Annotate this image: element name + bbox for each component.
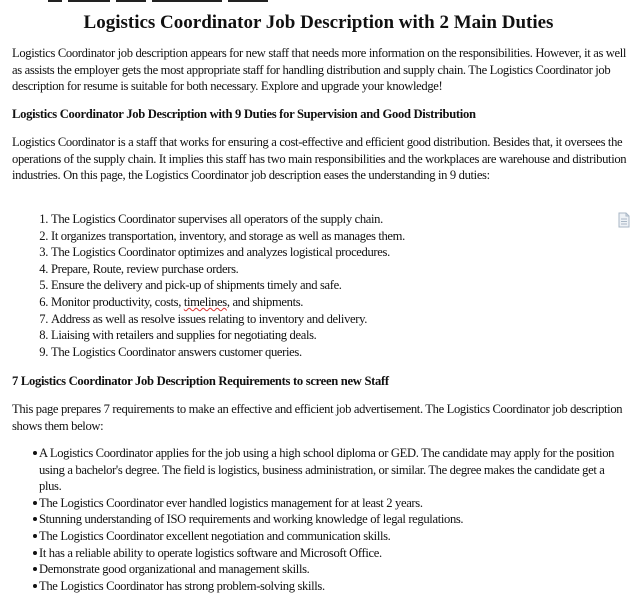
list-item: Demonstrate good organizational and management skills. <box>0 561 625 578</box>
document-icon[interactable] <box>618 212 630 228</box>
intro-paragraph: Logistics Coordinator job description appears for new staff that needs more information on the responsibilities. However, it as well as assists the employer gets the most appropriate staff for handling distribution and supply chain. The Logistics Coordinator job description for resume is suitable for both necessary. Explore and upgrade your knowledge! <box>12 46 627 94</box>
list-item: 4. Prepare, Route, review purchase orders. <box>39 261 239 276</box>
spellcheck-underline: timelines <box>183 294 227 309</box>
list-item: Stunning understanding of ISO requirements and working knowledge of legal regulations. <box>0 511 625 528</box>
list-item: It has a reliable ability to operate logistics software and Microsoft Office. <box>0 545 625 562</box>
section-heading-requirements: 7 Logistics Coordinator Job Description Requirements to screen new Staff <box>12 374 389 388</box>
list-item: A Logistics Coordinator applies for the job using a high school diploma or GED. The candidate may apply for the position using a bachelor's degree. The field is logistics, business administration, or similar. The degree makes the candidate get a plus. <box>0 445 625 495</box>
bullet-icon <box>33 451 37 455</box>
bullet-icon <box>33 517 37 521</box>
requirements-list <box>0 445 625 594</box>
list-item: The Logistics Coordinator has strong problem-solving skills. <box>0 578 625 595</box>
list-item: 8. Liaising with retailers and supplies for negotiating deals. <box>39 328 317 343</box>
list-item: 6. Monitor productivity, costs, timelines, and shipments. <box>39 294 304 309</box>
list-item: 9. The Logistics Coordinator answers customer queries. <box>39 344 302 359</box>
duties-paragraph: Logistics Coordinator is a staff that works for ensuring a cost-effective and efficient good distribution. Besides that, it oversees the operations of the supply chain. It implies this staff has two main responsibilities and the workplaces are warehouse and distribution industries. On this page, the Logistics Coordinator job description eases the understanding in 9 duties: <box>12 135 627 183</box>
duties-list <box>12 211 612 360</box>
bullet-icon <box>33 501 37 505</box>
list-item: 7. Address as well as resolve issues relating to inventory and delivery. <box>39 311 368 326</box>
list-item: 3. The Logistics Coordinator optimizes and analyzes logistical procedures. <box>39 245 390 260</box>
bullet-icon <box>33 584 37 588</box>
list-item: The Logistics Coordinator ever handled logistics management for at least 2 years. <box>0 495 625 512</box>
bullet-icon <box>33 534 37 538</box>
bullet-icon <box>33 551 37 555</box>
bullet-icon <box>33 567 37 571</box>
requirements-paragraph: This page prepares 7 requirements to make an effective and efficient job advertisement. The Logistics Coordinator job description shows them below: <box>12 402 623 433</box>
cropped-text-line <box>48 0 408 3</box>
list-item: 2. It organizes transportation, inventory, and storage as well as manages them. <box>39 228 405 243</box>
list-item: 1. The Logistics Coordinator supervises all operators of the supply chain. <box>39 212 383 226</box>
list-item: 5. Ensure the delivery and pick-up of shipments timely and safe. <box>39 278 342 293</box>
list-item: The Logistics Coordinator excellent negotiation and communication skills. <box>0 528 625 545</box>
section-heading-duties: Logistics Coordinator Job Description with 9 Duties for Supervision and Good Distribution <box>12 107 476 121</box>
page-title: Logistics Coordinator Job Description with 2 Main Duties <box>83 12 554 33</box>
